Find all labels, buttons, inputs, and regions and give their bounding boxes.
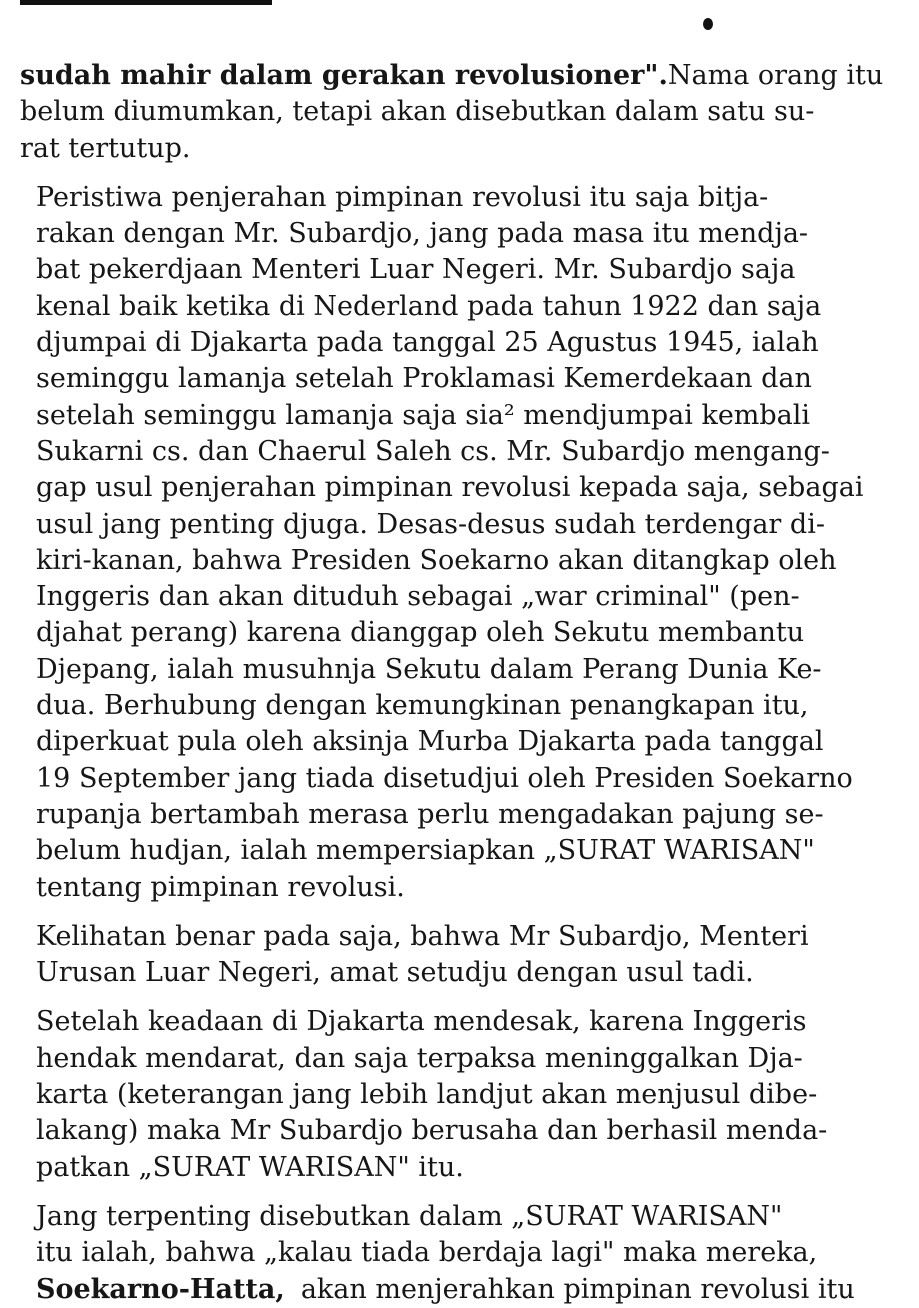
text-line: rakan dengan Mr. Subardjo, jang pada masa itu mendja- xyxy=(36,218,809,250)
text-line: dua. Berhubung dengan kemungkinan penangkapan itu, xyxy=(36,690,809,722)
text-line: djumpai di Djakarta pada tanggal 25 Agustus 1945, ialah xyxy=(36,327,819,359)
text-line: Jang terpenting disebutkan dalam „SURAT WARISAN" xyxy=(36,1200,783,1232)
text-line: tentang pimpinan revolusi. xyxy=(36,871,405,903)
text-line: itu ialah, bahwa „kalau tiada berdaja lagi" maka mereka, xyxy=(36,1237,818,1269)
text-line: belum hudjan, ialah mempersiapkan „SURAT WARISAN" xyxy=(36,835,815,867)
text-line: Inggeris dan akan dituduh sebagai „war criminal" (pen- xyxy=(36,581,800,613)
text-line: Kelihatan benar pada saja, bahwa Mr Subardjo, Menteri xyxy=(36,920,809,952)
top-rule xyxy=(20,0,272,5)
text-line xyxy=(20,1272,855,1308)
text-line: Djepang, ialah musuhnja Sekutu dalam Perang Dunia Ke- xyxy=(36,653,822,685)
text-line: kiri-kanan, bahwa Presiden Soekarno akan ditangkap oleh xyxy=(36,544,837,576)
paragraph-1 xyxy=(20,58,884,167)
text-run: akan menjerahkan pimpinan revolusi itu xyxy=(300,1273,855,1305)
text-line: diperkuat pula oleh aksinja Murba Djakarta pada tanggal xyxy=(36,726,824,758)
text-line: patkan „SURAT WARISAN" itu. xyxy=(36,1151,464,1183)
text-line: lakang) maka Mr Subardjo berusaha dan berhasil menda- xyxy=(36,1115,828,1147)
bold-phrase: sudah mahir dalam gerakan revolusioner". xyxy=(20,60,668,91)
text-line: djahat perang) karena dianggap oleh Sekutu membantu xyxy=(36,617,805,649)
text-line: gap usul penjerahan pimpinan revolusi kepada saja, sebagai xyxy=(36,472,864,504)
paragraph-3 xyxy=(20,919,808,992)
paragraph-4 xyxy=(20,1004,828,1185)
text-line: setelah seminggu lamanja saja sia² mendjumpai kembali xyxy=(36,399,811,431)
text-line xyxy=(20,58,884,94)
text-line: kenal baik ketika di Nederland pada tahun 1922 dan saja xyxy=(36,290,822,322)
text-line: usul jang penting djuga. Desas-desus sudah terdengar di- xyxy=(36,508,825,540)
text-line: rupanja bertambah merasa perlu mengadakan pajung se- xyxy=(36,798,824,830)
text-line: Setelah keadaan di Djakarta mendesak, karena Inggeris xyxy=(36,1006,807,1038)
text-line: rat tertutup. xyxy=(20,132,191,164)
ink-mark xyxy=(703,18,713,30)
page-body xyxy=(20,58,884,1308)
text-line: Sukarni cs. dan Chaerul Saleh cs. Mr. Subardjo mengang- xyxy=(36,435,830,467)
paragraph-5 xyxy=(20,1199,855,1308)
bold-phrase: Soekarno-Hatta, xyxy=(36,1273,285,1305)
text-line: karta (keterangan jang lebih landjut akan menjusul dibe- xyxy=(36,1079,818,1111)
text-line: Peristiwa penjerahan pimpinan revolusi itu saja bitja- xyxy=(36,181,769,213)
text-line: seminggu lamanja setelah Proklamasi Kemerdekaan dan xyxy=(36,363,812,395)
text-line: 19 September jang tiada disetudjui oleh Presiden Soekarno xyxy=(36,762,853,794)
text-line: Urusan Luar Negeri, amat setudju dengan usul tadi. xyxy=(36,957,754,989)
text-line: hendak mendarat, dan saja terpaksa meninggalkan Dja- xyxy=(36,1042,803,1074)
paragraph-2 xyxy=(20,180,864,906)
text-run: Nama orang itu xyxy=(667,60,884,91)
text-line: belum diumumkan, tetapi akan disebutkan dalam satu su- xyxy=(20,96,815,128)
text-line: bat pekerdjaan Menteri Luar Negeri. Mr. Subardjo saja xyxy=(36,254,796,286)
